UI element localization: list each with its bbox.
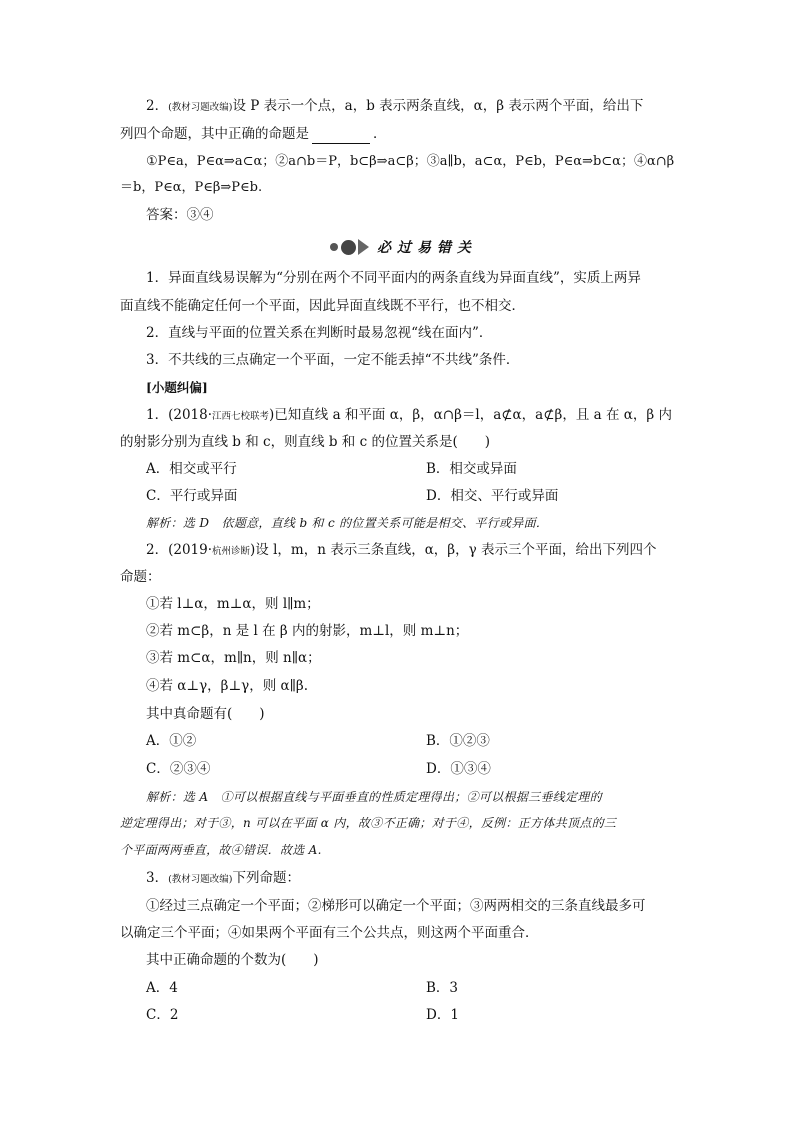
p1-line2: 的射影分别为直线 b 和 c，则直线 b 和 c 的位置关系是( ) [120,434,490,450]
note-line: 1．异面直线易误解为“分别在两个不同平面内的两条直线为异面直线”，实质上两异 [146,270,641,286]
dot-icon [341,240,356,255]
p1-option-b: B．相交或异面 [426,461,517,477]
p2-item: ③若 m⊂α，m∥n，则 n∥α； [146,650,321,666]
p2-question: 其中真命题有( ) [146,706,265,722]
p2-option-d: D．①③④ [426,761,491,777]
p2-option-c: C．②③④ [146,761,211,777]
note-line: 2．直线与平面的位置关系在判断时最易忽视“线在面内”． [146,325,493,341]
p3-option-c: C．2 [146,1007,179,1023]
q2-statements-line1: ①P∈a，P∈α⇒a⊂α；②a∩b＝P，b⊂β⇒a⊂β；③a∥b，a⊂α，P∈b，P∈α⇒b⊂α；④α∩β [146,154,675,169]
p2-option-b: B．①②③ [426,733,490,749]
p2-line1: 2．(2019·杭州诊断)设 l，m，n 表示三条直线，α，β，γ 表示三个平面，给出下列四个 [146,542,657,558]
p2-explanation: 解析：选 A ①可以根据直线与平面垂直的性质定理得出；②可以根据三垂线定理的 [146,790,602,804]
dot-icon [330,243,338,251]
p1-option-a: A．相交或平行 [146,461,237,477]
arrow-icon [358,239,369,255]
p2-option-a: A．①② [146,733,197,749]
p1-line1: 1．(2018·江西七校联考)已知直线 a 和平面 α，β，α∩β＝l，a⊄α，a⊄β，且 a 在 α，β 内 [146,407,672,423]
q2-answer: 答案：③④ [146,207,214,223]
sub-header: [小题纠偏] [146,380,208,395]
p2-explanation: 个平面两两垂直，故④错误．故选 A. [120,843,322,857]
p3-statement: ①经过三点确定一个平面；②梯形可以确定一个平面；③两两相交的三条直线最多可 [146,898,646,914]
p2-explanation: 逆定理得出；对于③，n 可以在平面 α 内，故③不正确；对于④，反例：正方体共顶点的三 [120,816,617,830]
p1-explanation: 解析：选 D 依题意，直线 b 和 c 的位置关系可能是相交、平行或异面． [146,516,549,530]
section-header [330,236,477,258]
p2-line2: 命题： [120,569,161,585]
answer-blank [312,129,370,144]
p2-item: ④若 α⊥γ，β⊥γ，则 α∥β. [146,678,308,694]
p3-statement: 以确定三个平面；④如果两个平面有三个公共点，则这两个平面重合． [120,925,539,941]
note-line: 面直线不能确定任何一个平面，因此异面直线既不平行，也不相交． [120,298,525,314]
q2-line2: 列四个命题，其中正确的命题是 ． [120,126,387,142]
p1-option-c: C．平行或异面 [146,488,238,504]
p3-line1: 3．(教材习题改编)下列命题： [146,870,301,886]
source-tag: 杭州诊断 [212,546,251,557]
source-tag: (教材习题改编) [168,874,233,885]
q2-statements-line2: ＝b，P∈α，P∈β⇒P∈b. [120,180,263,195]
p2-item: ①若 l⊥α，m⊥α，则 l∥m； [146,596,320,612]
q2-line1: 2．(教材习题改编)设 P 表示一个点，a，b 表示两条直线，α，β 表示两个平面，给出下 [146,98,644,114]
source-tag: (教材习题改编) [168,102,233,113]
p3-option-a: A．4 [146,980,178,996]
note-line: 3．不共线的三点确定一个平面，一定不能丢掉“不共线”条件． [146,352,520,368]
p3-option-b: B．3 [426,980,459,996]
p2-item: ②若 m⊂β，n 是 l 在 β 内的射影，m⊥l，则 m⊥n； [146,623,469,639]
section-title: 必过易错关 [377,240,477,256]
source-tag: 江西七校联考 [212,411,270,422]
p3-option-d: D．1 [426,1007,459,1023]
p1-option-d: D．相交、平行或异面 [426,488,559,504]
p3-question: 其中正确命题的个数为( ) [146,952,319,968]
